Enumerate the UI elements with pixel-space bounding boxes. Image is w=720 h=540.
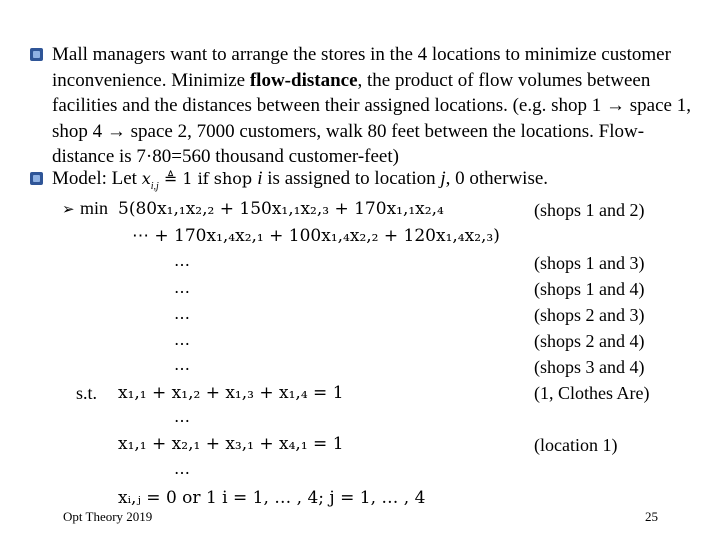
constraint-binary: xᵢ,ⱼ = 0 or 1 i = 1, … , 4; j = 1, … , 4 <box>118 488 426 508</box>
min-label: min <box>80 198 109 218</box>
model-suffix: , 0 otherwise. <box>445 168 549 189</box>
model-j: j <box>440 168 446 189</box>
page-number: 25 <box>645 509 658 524</box>
bullet-text-2 <box>52 166 692 199</box>
objective-line-2: ⋯ + 170x₁,₄x₂,₁ + 100x₁,₄x₂,₂ + 120x₁,₄x₂,₃) <box>132 226 500 246</box>
arrow-bullet-icon: ➢ <box>62 202 75 218</box>
footer-course-title: Opt Theory 2019 <box>63 509 153 524</box>
model-sub: i,j <box>150 180 159 192</box>
note-shops-2-3: (shops 2 and 3) <box>534 305 645 325</box>
note-clothes-are: (1, Clothes Are) <box>534 383 650 403</box>
model-i: i <box>257 168 263 189</box>
note-shops-3-4: (shops 3 and 4) <box>534 357 645 377</box>
bullet-text-1 <box>52 42 692 170</box>
note-shops-1-4: (shops 1 and 4) <box>534 279 645 299</box>
ellipsis: … <box>174 355 190 374</box>
st-label: s.t. <box>76 383 98 403</box>
ellipsis: … <box>174 304 190 323</box>
ellipsis: … <box>174 459 190 478</box>
note-shops-1-3: (shops 1 and 3) <box>534 253 645 273</box>
bullet-square-icon <box>28 46 46 64</box>
ellipsis: … <box>174 407 190 426</box>
ellipsis: … <box>174 251 190 270</box>
objective-line-1: 5(80x₁,₁x₂,₂ + 150x₁,₁x₂,₃ + 170x₁,₁x₂,₄ <box>118 199 444 219</box>
constraint-shop-1: x₁,₁ + x₁,₂ + x₁,₃ + x₁,₄ = 1 <box>118 383 344 403</box>
bullet-1-post: , the product of flow volumes between facilities and the distances between their assigned locations. (e.g. shop 1 → space 1, shop 4 → space 2, 7000 customers, walk 80 feet between the locations. Flow-distance is 7·80=560 thousand customer-feet) <box>52 69 691 167</box>
model-prefix: Model: Let <box>52 168 142 189</box>
ellipsis: … <box>174 330 190 349</box>
note-shops-2-4: (shops 2 and 4) <box>534 331 645 351</box>
note-shops-1-2: (shops 1 and 2) <box>534 200 645 220</box>
model-mid: is assigned to location <box>262 168 441 189</box>
model-var: x <box>141 169 151 188</box>
bullet-square-icon <box>28 170 46 188</box>
bullet-1-bold: flow-distance <box>249 69 358 91</box>
note-location-1: (location 1) <box>534 435 618 455</box>
constraint-location-1: x₁,₁ + x₂,₁ + x₃,₁ + x₄,₁ = 1 <box>118 434 344 454</box>
bullet-1-pre: Mall managers want to arrange the stores in the 4 locations to minimize customer inconvenience. Minimize <box>52 44 671 91</box>
ellipsis: … <box>174 278 190 297</box>
model-def: ≜ 1 if shop <box>158 169 258 188</box>
